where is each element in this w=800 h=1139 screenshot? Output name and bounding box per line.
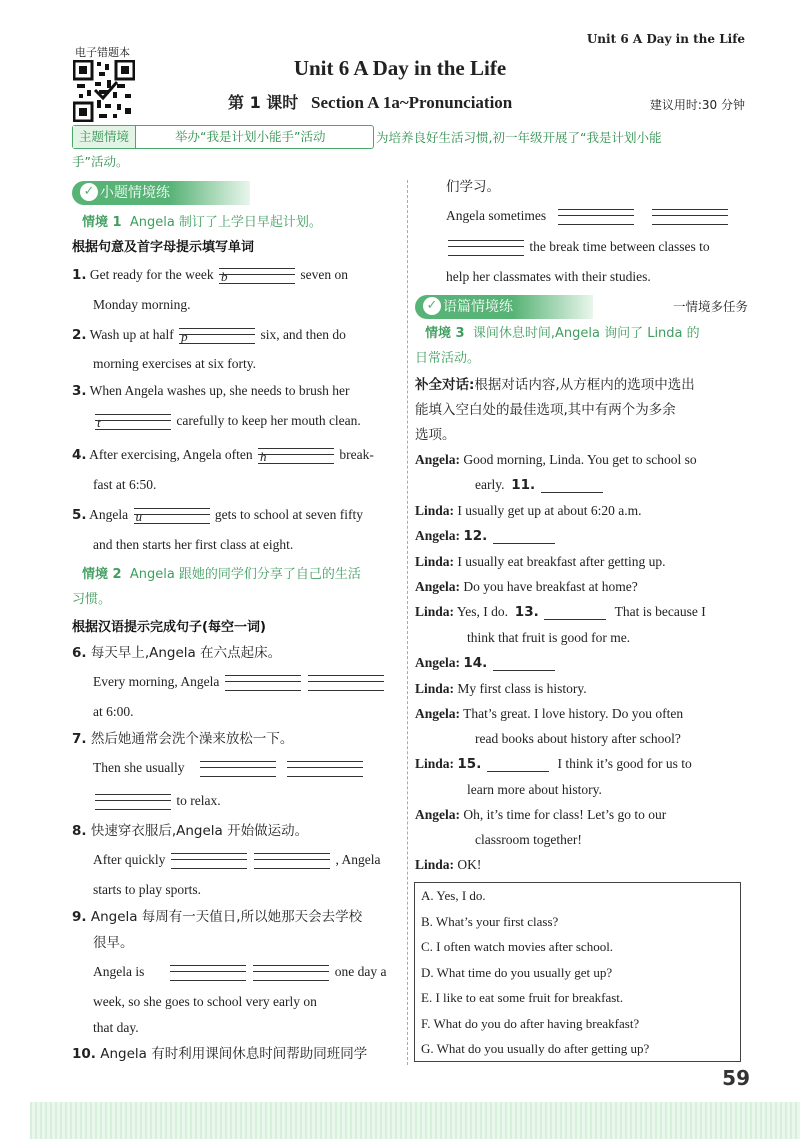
q1-num: 1.	[72, 267, 87, 283]
q2-num: 2.	[72, 327, 87, 343]
q3-hint: t	[97, 414, 101, 430]
instr-text1: 根据对话内容,从方框内的选项中选出	[474, 377, 695, 393]
option-d: D. What time do you usually get up?	[421, 964, 613, 980]
section-banner-small	[72, 181, 250, 205]
blank-11[interactable]	[541, 478, 603, 493]
column-divider	[407, 180, 408, 1065]
q6-blank-2[interactable]	[308, 675, 384, 691]
theme-box	[72, 125, 374, 149]
q5-hint: u	[135, 508, 143, 524]
q8-line2	[93, 846, 380, 874]
theme-text-2: 手”活动。	[72, 154, 129, 169]
question-3	[72, 377, 398, 405]
q10-pre: Angela sometimes	[446, 208, 547, 223]
dialogue-line: Linda: 15. I think it’s good for us to	[415, 756, 692, 772]
q3-post: carefully to keep her mouth clean.	[176, 413, 361, 428]
q2-pre: Wash up at half	[89, 327, 174, 342]
q9-line5: that day.	[93, 1020, 139, 1035]
dialogue-line: Angela: That’s great. I love history. Do you often	[415, 706, 684, 721]
q9-blank-2[interactable]	[253, 965, 329, 981]
banner-label: 语篇情境练	[443, 299, 513, 315]
blank-13[interactable]	[544, 605, 606, 620]
blank-15[interactable]	[487, 757, 549, 772]
option-e: E. I like to eat some fruit for breakfast.	[421, 990, 624, 1005]
banner-label: 小题情境练	[100, 185, 170, 201]
q6-line2	[93, 668, 386, 696]
q3-blank[interactable]	[95, 414, 171, 430]
option-g: G. What do you usually do after getting up?	[421, 1041, 650, 1056]
scene-3-text2: 日常活动。	[415, 351, 481, 366]
dialogue-line: think that fruit is good for me.	[467, 630, 631, 645]
scene-2-text1: Angela 跟她的同学们分享了自己的生活	[129, 567, 361, 582]
q9-post: one day a	[334, 964, 387, 979]
question-5	[72, 501, 398, 529]
q1-blank[interactable]	[219, 268, 295, 284]
dialogue-line: read books about history after school?	[475, 731, 681, 746]
q9-num: 9.	[72, 909, 87, 925]
dialogue-line: Linda: My first class is history.	[415, 681, 587, 696]
dialogue-line: Angela: Do you have breakfast at home?	[415, 579, 638, 594]
q9-blank-1[interactable]	[170, 965, 246, 981]
q3-line1: When Angela washes up, she needs to brush her	[89, 383, 350, 398]
scene-3-label: 情境 3	[425, 326, 465, 341]
scene-1-label: 情境 1	[82, 215, 122, 230]
dialogue-instruction	[415, 373, 745, 448]
q4-line2: fast at 6:50.	[93, 477, 157, 492]
option-b: B. What’s your first class?	[421, 913, 559, 929]
q6-line3: at 6:00.	[93, 704, 134, 719]
dialogue-line: Angela: 14.	[415, 650, 745, 676]
q10-num: 10.	[72, 1046, 96, 1062]
dialogue-line: classroom together!	[475, 832, 582, 847]
q1-hint: b	[220, 268, 228, 284]
q2-hint: p	[181, 328, 188, 344]
q6-blank-1[interactable]	[225, 675, 301, 691]
q6-cn: 每天早上,Angela 在六点起床。	[90, 645, 282, 661]
page-number: 59	[722, 1066, 750, 1090]
question-8	[72, 817, 308, 845]
q5-blank[interactable]	[134, 508, 210, 524]
q8-blank-2[interactable]	[254, 853, 330, 869]
q4-blank[interactable]	[258, 448, 334, 464]
question-4	[72, 441, 398, 469]
dialogue-line: Linda: OK!	[415, 857, 482, 872]
q7-line2	[93, 754, 365, 782]
dialogue-line: Linda: I usually get up at about 6:20 a.m.	[415, 503, 642, 518]
scene-1-text: Angela 制订了上学日早起计划。	[129, 215, 322, 230]
q4-post: break-	[339, 447, 374, 462]
lesson-title	[228, 90, 512, 113]
dialogue-line: Angela: Good morning, Linda. You get to school so	[415, 452, 697, 467]
q1-line2: Monday morning.	[93, 297, 191, 312]
unit-title: Unit 6 A Day in the Life	[293, 56, 507, 80]
q3-line2	[93, 407, 361, 435]
scene-1	[82, 211, 322, 230]
q2-blank[interactable]	[179, 328, 255, 344]
q1-post: seven on	[300, 267, 348, 282]
q1-pre: Get ready for the week	[89, 267, 214, 282]
q8-cn: 快速穿衣服后,Angela 开始做运动。	[90, 823, 309, 839]
q10-line4: help her classmates with their studies.	[446, 269, 651, 284]
dialogue-line: Angela: Oh, it’s time for class! Let’s go to our	[415, 807, 667, 822]
q7-cn: 然后她通常会洗个澡来放松一下。	[90, 731, 294, 747]
option-c: C. I often watch movies after school.	[421, 939, 614, 954]
q7-num: 7.	[72, 731, 87, 747]
q3-num: 3.	[72, 383, 87, 399]
question-1	[72, 261, 398, 289]
question-2	[72, 321, 398, 349]
instr-label: 补全对话:	[415, 377, 475, 393]
q9-line3	[93, 958, 386, 986]
q8-blank-1[interactable]	[171, 853, 247, 869]
q10-cn: Angela 有时利用课间休息时间帮助同班同学	[100, 1046, 368, 1062]
q10-line3	[446, 233, 710, 261]
question-9	[72, 903, 362, 931]
q4-num: 4.	[72, 447, 87, 463]
q6-pre: Every morning, Angela	[93, 674, 220, 689]
dialogue-line: early. 11.	[415, 472, 745, 498]
dialogue-line: Linda: Yes, I do. 13. That is because I	[415, 604, 706, 620]
scene-2-text2: 习惯。	[72, 592, 112, 607]
q7-pre: Then she usually	[93, 760, 185, 775]
running-header: Unit 6 A Day in the Life	[586, 32, 745, 46]
q10-blank-1[interactable]	[558, 209, 634, 225]
q6-num: 6.	[72, 645, 87, 661]
q5-num: 5.	[72, 507, 87, 523]
lesson-en: Section A 1a~Pronunciation	[311, 93, 513, 112]
dialogue-line: Angela: 12.	[415, 523, 745, 549]
q2-line2: morning exercises at six forty.	[93, 356, 256, 371]
blank-14[interactable]	[493, 656, 555, 671]
dialogue-line: learn more about history.	[467, 782, 602, 797]
blank-12[interactable]	[493, 529, 555, 544]
question-7	[72, 725, 293, 753]
q9-line4: week, so she goes to school very early on	[93, 994, 317, 1009]
instruction-1: 根据句意及首字母提示填写单词	[72, 240, 255, 255]
q9-cn2: 很早。	[93, 935, 134, 951]
q7-blank-1[interactable]	[200, 761, 276, 777]
instr-text2: 能填入空白处的最佳选项,其中有两个为多余	[415, 402, 676, 418]
scene-3-text1: 课间休息时间,Angela 询问了 Linda 的	[472, 326, 700, 341]
q2-post: six, and then do	[260, 327, 346, 342]
q8-num: 8.	[72, 823, 87, 839]
q10-post: the break time between classes to	[529, 239, 710, 254]
side-note: 一情境多任务	[672, 299, 748, 314]
scene-3	[425, 322, 700, 341]
option-a: A. Yes, I do.	[421, 888, 486, 903]
q5-pre: Angela	[89, 507, 129, 522]
q7-blank-2[interactable]	[287, 761, 363, 777]
scene-2	[82, 563, 361, 582]
q10-cont: 们学习。	[446, 179, 500, 195]
q9-pre: Angela is	[93, 964, 145, 979]
check-icon: ✓	[80, 183, 98, 201]
footer-band	[30, 1102, 800, 1139]
q4-hint: h	[259, 448, 267, 464]
options-box	[414, 882, 741, 1062]
q7-post: to relax.	[176, 793, 221, 808]
section-banner-passage	[415, 295, 593, 319]
q10-blank-3[interactable]	[448, 240, 524, 256]
q8-pre: After quickly	[93, 852, 166, 867]
q7-blank-3[interactable]	[95, 794, 171, 810]
option-f: F. What do you do after having breakfast?	[421, 1015, 640, 1031]
question-6	[72, 639, 281, 667]
question-10	[72, 1040, 367, 1068]
suggested-time: 建议用时:30 分钟	[649, 98, 745, 112]
lesson-cn: 第 1 课时	[228, 93, 299, 112]
q5-post: gets to school at seven fifty	[214, 507, 363, 522]
qr-label: 电子错题本	[75, 46, 130, 59]
q7-line3	[93, 787, 221, 815]
theme-main: 举办“我是计划小能手”活动	[175, 129, 326, 144]
q4-pre: After exercising, Angela often	[89, 447, 253, 462]
dialogue	[415, 447, 745, 877]
q8-line3: starts to play sports.	[93, 882, 201, 897]
scene-2-label: 情境 2	[82, 567, 122, 582]
q10-blank-2[interactable]	[652, 209, 728, 225]
q9-cn1: Angela 每周有一天值日,所以她那天会去学校	[90, 909, 363, 925]
instruction-2: 根据汉语提示完成句子(每空一词)	[72, 620, 266, 635]
check-icon: ✓	[423, 297, 441, 315]
q10-line2	[446, 202, 730, 230]
instr-text3: 选项。	[415, 427, 456, 443]
q5-line2: and then starts her first class at eight.	[93, 537, 294, 552]
theme-text-1: 为培养良好生活习惯,初一年级开展了“我是计划小能	[376, 130, 662, 145]
q8-post: , Angela	[335, 852, 381, 867]
theme-tag: 主题情境	[73, 126, 136, 148]
dialogue-line: Linda: I usually eat breakfast after getting up.	[415, 554, 666, 569]
